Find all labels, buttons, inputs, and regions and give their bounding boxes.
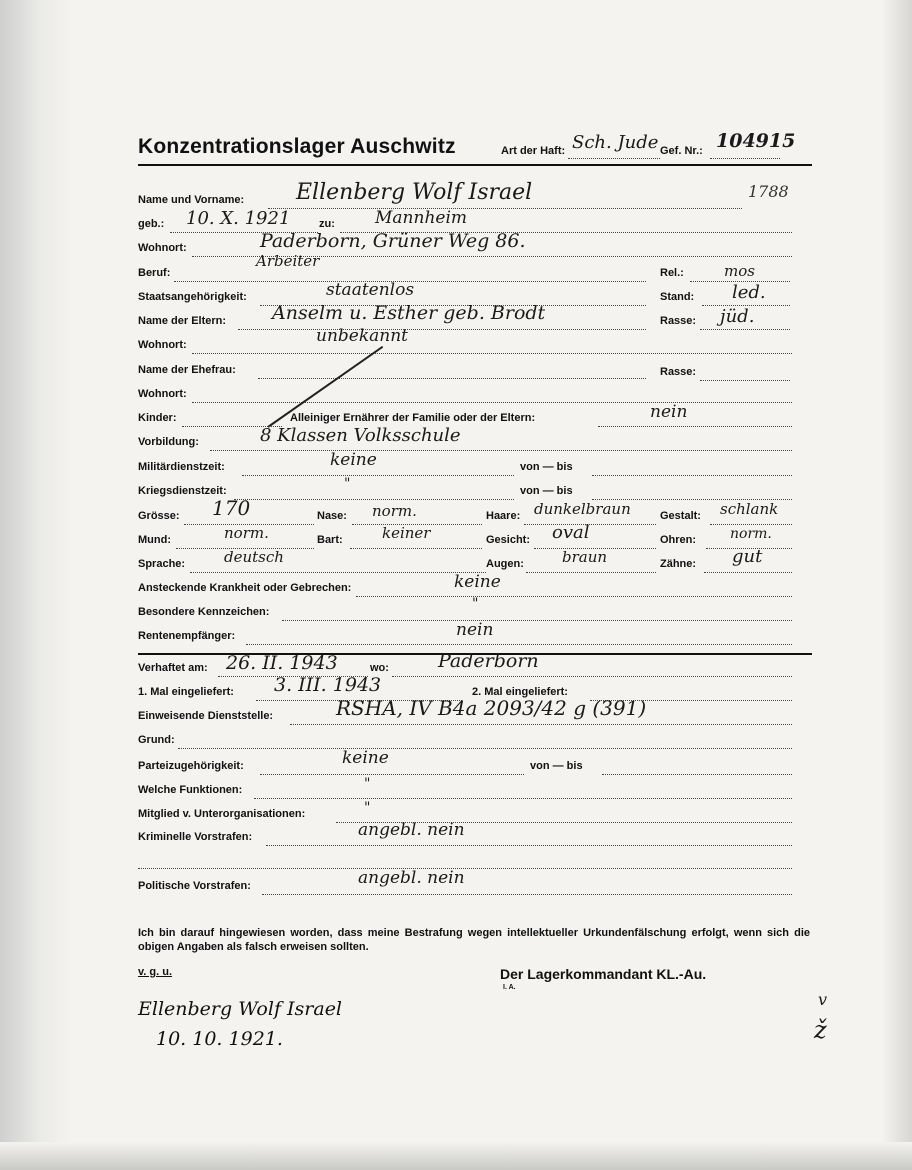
militaer-von-bis-label: von — bis xyxy=(520,461,573,473)
dotted-line xyxy=(178,748,792,749)
partei-value: keine xyxy=(342,748,389,768)
dotted-line xyxy=(598,426,792,427)
staatsangehoerigkeit-label: Staatsangehörigkeit: xyxy=(138,291,247,303)
dotted-line xyxy=(356,596,792,597)
form-title: Konzentrationslager Auschwitz xyxy=(138,135,456,158)
dotted-line xyxy=(710,524,792,525)
dotted-line xyxy=(526,572,656,573)
rasse-label: Rasse: xyxy=(660,315,697,327)
partei-label: Parteizugehörigkeit: xyxy=(138,760,244,772)
ehefrau-label: Name der Ehefrau: xyxy=(138,364,236,376)
militaerdienst-value: keine xyxy=(330,450,377,470)
zu-label: zu: xyxy=(319,218,335,230)
dotted-line xyxy=(268,208,742,209)
gesicht-value: oval xyxy=(552,522,590,543)
vorbildung-label: Vorbildung: xyxy=(138,436,199,448)
dotted-line xyxy=(700,329,790,330)
mund-value: norm. xyxy=(224,524,269,542)
ernaehrer-label: Alleiniger Ernährer der Familie oder der Eltern: xyxy=(290,412,536,424)
dotted-line xyxy=(262,894,792,895)
mund-label: Mund: xyxy=(138,534,171,546)
dotted-line xyxy=(238,329,646,330)
prisoner-registration-form xyxy=(120,120,828,1130)
dotted-line xyxy=(350,548,482,549)
zaehne-value: gut xyxy=(732,546,763,567)
politische-vorstrafen-label: Politische Vorstrafen: xyxy=(138,880,251,892)
dotted-line xyxy=(704,572,792,573)
rel-label: Rel.: xyxy=(660,267,684,279)
sprache-value: deutsch xyxy=(224,548,284,566)
haare-label: Haare: xyxy=(486,510,521,522)
geburtsort-value: Mannheim xyxy=(375,208,468,228)
dotted-line xyxy=(138,868,792,869)
ohren-value: norm. xyxy=(730,526,772,542)
eltern-wohnort-value: unbekannt xyxy=(316,326,409,346)
lagerkommandant-label: Der Lagerkommandant KL.-Au. xyxy=(500,966,707,982)
check-mark-z: ž xyxy=(814,1016,827,1044)
dotted-line xyxy=(242,475,514,476)
staatsangehoerigkeit-value: staatenlos xyxy=(326,280,415,300)
zweitmal-eingeliefert-label: 2. Mal eingeliefert: xyxy=(472,686,568,698)
unterorganisationen-label: Mitglied v. Unterorganisationen: xyxy=(138,808,306,820)
stand-value: led. xyxy=(732,282,766,303)
verhaftet-label: Verhaftet am: xyxy=(138,662,208,674)
vgu-label: v. g. u. xyxy=(138,966,173,978)
dotted-line xyxy=(190,572,486,573)
dotted-line xyxy=(192,353,792,354)
ehefrau-wohnort-label: Wohnort: xyxy=(138,388,187,400)
rasse-value: jüd. xyxy=(720,306,755,327)
zaehne-label: Zähne: xyxy=(660,558,697,570)
nase-value: norm. xyxy=(372,502,417,520)
beruf-value: Arbeiter xyxy=(256,252,320,270)
wohnort-label: Wohnort: xyxy=(138,242,187,254)
dienststelle-value: RSHA, IV B4a 2093/42 g (391) xyxy=(336,696,647,720)
gesicht-label: Gesicht: xyxy=(486,534,531,546)
militaerdienst-label: Militärdienstzeit: xyxy=(138,461,225,473)
dotted-line xyxy=(210,450,792,451)
kriminelle-vorstrafen-label: Kriminelle Vorstrafen: xyxy=(138,831,253,843)
rentenempfaenger-value: nein xyxy=(456,620,494,640)
scan-edge-left xyxy=(0,0,70,1170)
dotted-line xyxy=(258,378,646,379)
art-der-haft-label: Art der Haft: xyxy=(501,145,566,157)
rel-value: mos xyxy=(724,262,755,280)
unterorganisationen-value: " xyxy=(364,800,371,816)
erstmal-eingeliefert-value: 3. III. 1943 xyxy=(274,674,382,696)
vorbildung-value: 8 Klassen Volksschule xyxy=(260,425,461,446)
kennzeichen-value: " xyxy=(472,596,479,612)
scan-edge-bottom xyxy=(0,1142,912,1170)
dotted-line xyxy=(266,845,792,846)
gef-nr-label: Gef. Nr.: xyxy=(660,145,703,157)
verhaftet-wo-label: wo: xyxy=(370,662,389,674)
signature-name: Ellenberg Wolf Israel xyxy=(138,998,343,1020)
partei-von-bis-label: von — bis xyxy=(530,760,583,772)
dotted-line xyxy=(392,676,792,677)
bart-label: Bart: xyxy=(317,534,343,546)
krankheit-label: Ansteckende Krankheit oder Gebrechen: xyxy=(138,582,352,594)
name-value: Ellenberg Wolf Israel xyxy=(296,180,533,205)
bart-value: keiner xyxy=(382,524,431,542)
stand-label: Stand: xyxy=(660,291,695,303)
geb-value: 10. X. 1921 xyxy=(186,208,291,229)
signature-date: 10. 10. 1921. xyxy=(156,1028,283,1050)
dotted-line xyxy=(234,499,514,500)
politische-vorstrafen-value: angebl. nein xyxy=(358,868,465,888)
rentenempfaenger-label: Rentenempfänger: xyxy=(138,630,236,642)
art-der-haft-value: Sch. Jude xyxy=(572,132,659,153)
gestalt-value: schlank xyxy=(720,500,779,518)
kinder-label: Kinder: xyxy=(138,412,177,424)
dotted-line xyxy=(254,798,792,799)
funktionen-value: " xyxy=(364,776,371,792)
groesse-label: Grösse: xyxy=(138,510,180,522)
ohren-label: Ohren: xyxy=(660,534,697,546)
dotted-line xyxy=(260,774,524,775)
geb-label: geb.: xyxy=(138,218,165,230)
haare-value: dunkelbraun xyxy=(534,500,631,518)
kriegsdienst-label: Kriegsdienstzeit: xyxy=(138,485,227,497)
gestalt-label: Gestalt: xyxy=(660,510,701,522)
dotted-line xyxy=(282,620,792,621)
nase-label: Nase: xyxy=(317,510,347,522)
dotted-line xyxy=(246,644,792,645)
ehefrau-rasse-label: Rasse: xyxy=(660,366,697,378)
kriminelle-vorstrafen-value: angebl. nein xyxy=(358,820,465,840)
augen-label: Augen: xyxy=(486,558,524,570)
verhaftet-value: 26. II. 1943 xyxy=(226,652,338,674)
declaration-text: Ich bin darauf hingewiesen worden, dass meine Bestrafung wegen intellektueller Urkundenfälschung erfolgt, wenn sich die obigen Angaben als falsch erweisen sollten. xyxy=(138,927,810,953)
name-label: Name und Vorname: xyxy=(138,194,245,206)
dotted-line xyxy=(710,158,780,159)
groesse-value: 170 xyxy=(212,496,251,520)
beruf-label: Beruf: xyxy=(138,267,171,279)
header-rule xyxy=(138,164,812,166)
dotted-line xyxy=(290,724,792,725)
dotted-line xyxy=(592,475,792,476)
erstmal-eingeliefert-label: 1. Mal eingeliefert: xyxy=(138,686,234,698)
dotted-line xyxy=(700,380,790,381)
check-mark-v: v xyxy=(818,990,828,1009)
verhaftet-wo-value: Paderborn xyxy=(438,650,539,672)
gef-nr-value: 104915 xyxy=(716,130,796,152)
grund-label: Grund: xyxy=(138,734,175,746)
funktionen-label: Welche Funktionen: xyxy=(138,784,243,796)
corner-mark: 1788 xyxy=(748,182,789,201)
dotted-line xyxy=(192,402,792,403)
eltern-label: Name der Eltern: xyxy=(138,315,227,327)
ia-label: I. A. xyxy=(503,984,516,991)
krankheit-value: keine xyxy=(454,572,501,592)
eltern-value: Anselm u. Esther geb. Brodt xyxy=(272,302,546,324)
dotted-line xyxy=(568,158,660,159)
eltern-wohnort-label: Wohnort: xyxy=(138,339,187,351)
krieg-von-bis-label: von — bis xyxy=(520,485,573,497)
dotted-line xyxy=(524,524,656,525)
scan-edge-right xyxy=(882,0,912,1170)
dienststelle-label: Einweisende Dienststelle: xyxy=(138,710,274,722)
kriegsdienst-value: " xyxy=(344,476,351,492)
sprache-label: Sprache: xyxy=(138,558,186,570)
augen-value: braun xyxy=(562,548,608,566)
dotted-line xyxy=(602,774,792,775)
wohnort-value: Paderborn, Grüner Weg 86. xyxy=(260,230,526,252)
kennzeichen-label: Besondere Kennzeichen: xyxy=(138,606,270,618)
ernaehrer-value: nein xyxy=(650,402,688,422)
